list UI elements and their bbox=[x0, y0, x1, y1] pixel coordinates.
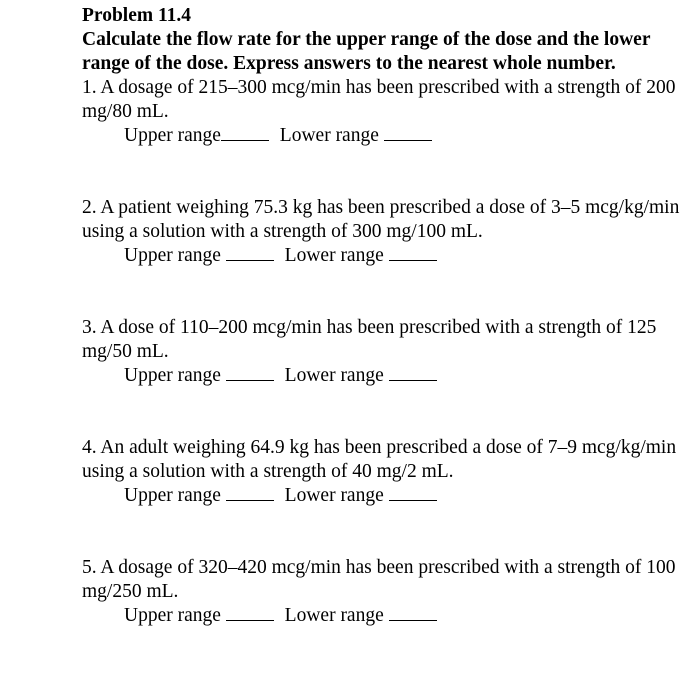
problem-1-answers bbox=[82, 124, 682, 148]
problem-2-text: 2. A patient weighing 75.3 kg has been prescribed a dose of 3–5 mcg/kg/min using a solution with a strength of 300 mg/100 mL. bbox=[82, 197, 680, 242]
upper-range-label: Upper range bbox=[124, 245, 221, 266]
problem-4 bbox=[82, 436, 682, 508]
problem-3-answers bbox=[82, 364, 682, 388]
lower-range-label: Lower range bbox=[284, 485, 384, 506]
problem-3-text: 3. A dose of 110–200 mcg/min has been prescribed with a strength of 125 mg/50 mL. bbox=[82, 317, 657, 362]
problem-4-answers bbox=[82, 484, 682, 508]
lower-range-label: Lower range bbox=[284, 605, 384, 626]
upper-range-blank[interactable] bbox=[226, 379, 274, 381]
upper-range-blank[interactable] bbox=[226, 619, 274, 621]
upper-range-label: Upper range bbox=[124, 125, 221, 146]
upper-range-blank[interactable] bbox=[221, 139, 269, 141]
problem-5-answers bbox=[82, 604, 682, 628]
problem-2-answers bbox=[82, 244, 682, 268]
worksheet bbox=[82, 4, 682, 628]
lower-range-blank[interactable] bbox=[389, 499, 437, 501]
upper-range-label: Upper range bbox=[124, 485, 221, 506]
lower-range-label: Lower range bbox=[279, 125, 379, 146]
lower-range-blank[interactable] bbox=[389, 259, 437, 261]
problem-5-text: 5. A dosage of 320–420 mcg/min has been prescribed with a strength of 100 mg/250 mL. bbox=[82, 557, 676, 602]
problem-2 bbox=[82, 196, 682, 268]
problem-3 bbox=[82, 316, 682, 388]
instructions: Calculate the flow rate for the upper range of the dose and the lower range of the dose. Express answers to the nearest whole number. bbox=[82, 29, 651, 74]
lower-range-blank[interactable] bbox=[389, 379, 437, 381]
lower-range-label: Lower range bbox=[284, 365, 384, 386]
upper-range-blank[interactable] bbox=[226, 259, 274, 261]
upper-range-label: Upper range bbox=[124, 365, 221, 386]
problem-1 bbox=[82, 76, 682, 148]
upper-range-blank[interactable] bbox=[226, 499, 274, 501]
lower-range-blank[interactable] bbox=[384, 139, 432, 141]
lower-range-blank[interactable] bbox=[389, 619, 437, 621]
problem-1-text: 1. A dosage of 215–300 mcg/min has been prescribed with a strength of 200 mg/80 mL. bbox=[82, 77, 676, 122]
lower-range-label: Lower range bbox=[284, 245, 384, 266]
upper-range-label: Upper range bbox=[124, 605, 221, 626]
problem-title: Problem 11.4 bbox=[82, 5, 192, 26]
problem-5 bbox=[82, 556, 682, 628]
problem-4-text: 4. An adult weighing 64.9 kg has been prescribed a dose of 7–9 mcg/kg/min using a solution with a strength of 40 mg/2 mL. bbox=[82, 437, 677, 482]
